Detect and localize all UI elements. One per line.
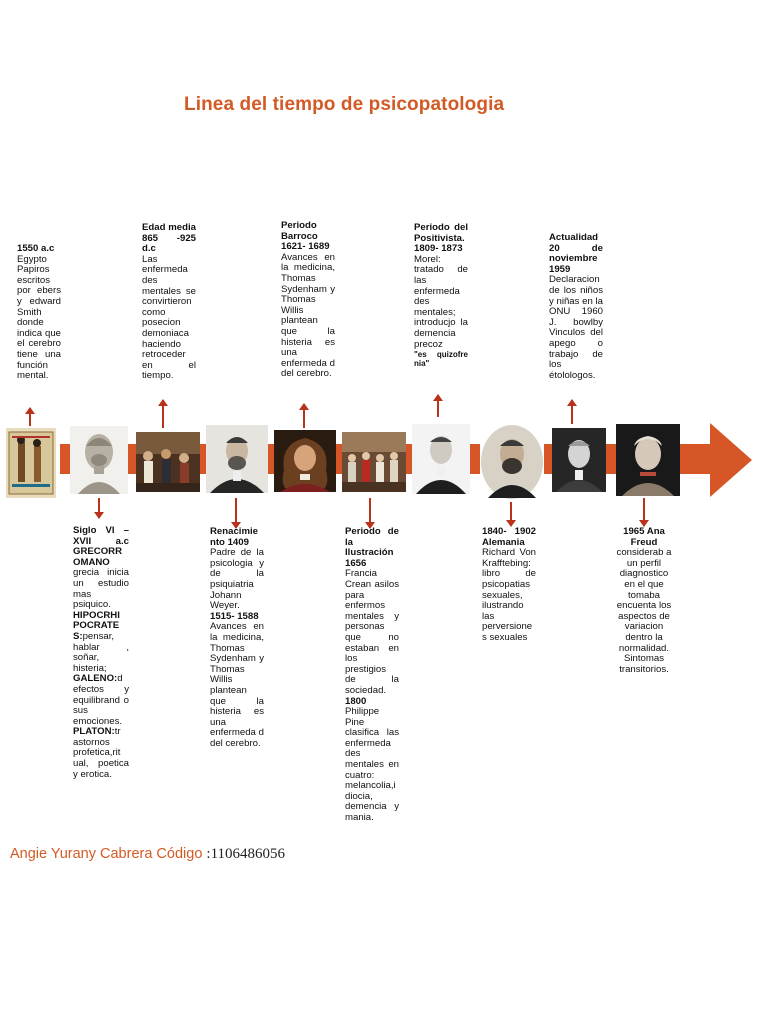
- author-code: :1106486056: [206, 846, 286, 862]
- event-heading-2: 1800: [345, 695, 367, 707]
- event-body: Egypto Papiros escritos por ebers y edward Smith donde indica que el cerebro tiene una función mental.: [17, 253, 61, 382]
- louis-pasteur-portrait-image: [206, 425, 268, 493]
- event-heading: Edad media 865 -925 d.c: [142, 222, 196, 255]
- page-title: Linea del tiempo de psicopatologia: [184, 94, 505, 115]
- bowlby-portrait-image: [552, 428, 606, 492]
- item-text: d efectos y equilibrand o sus emociones.: [73, 673, 129, 727]
- event-renacimiento: [210, 527, 264, 749]
- event-alemania: [482, 527, 536, 644]
- event-heading: 1965 Ana Freud: [623, 526, 665, 548]
- event-actualidad: [549, 233, 603, 381]
- item-text: pensar, hablar , soñar, histeria;: [73, 630, 129, 674]
- event-positivismo: [414, 223, 468, 368]
- arrow-up-medieval: [162, 400, 164, 428]
- arrow-down-freud: [643, 498, 645, 526]
- arrow-up-positivismo: [437, 395, 439, 417]
- event-heading: Periodo Barroco 1621- 1689: [281, 220, 330, 253]
- event-heading: Actualidad 20 de noviembre 1959: [549, 232, 603, 275]
- arrow-up-barroco: [303, 404, 305, 428]
- krafft-ebing-portrait-image: [480, 424, 544, 500]
- event-heading: Renacimie nto 1409: [210, 526, 258, 548]
- event-heading: 1840- 1902 Alemania: [482, 526, 536, 548]
- event-body: grecia inicia un estudio mas psiquico.: [73, 567, 129, 611]
- egyptian-papyrus-image: [6, 428, 56, 498]
- event-grecorromano: [73, 526, 129, 780]
- medieval-painting-image: [136, 432, 200, 492]
- event-heading: 1550 a.c: [17, 243, 55, 254]
- item-label: GALENO:: [73, 673, 118, 685]
- auguste-comte-portrait-image: [412, 424, 470, 494]
- event-note: "es quizofre nia": [414, 350, 468, 369]
- arrow-up-egypt: [29, 408, 31, 426]
- event-body: considerab a un perfil diagnostico en el que tomaba encuenta los aspectos de variacion dentro la normalidad. Sintomas transitorios.: [616, 547, 672, 675]
- author-footer: [10, 846, 285, 863]
- event-item-hipocrates: [73, 611, 129, 675]
- event-ilustracion: [345, 527, 399, 824]
- event-heading: Periodo de la Ilustración 1656: [345, 526, 399, 569]
- arrow-down-grecorromano: [98, 498, 100, 518]
- event-freud: [616, 527, 672, 675]
- event-heading-2: 1515- 1588: [210, 610, 259, 622]
- illustration-painting-image: [342, 432, 406, 492]
- anna-freud-portrait-image: [616, 424, 680, 496]
- event-body-2: Philippe Pine clasifica las enfermeda des mentales en cuatro: melancolia,i diocia, demencia y mania.: [345, 706, 399, 824]
- event-item-galeno: [73, 674, 129, 727]
- timeline-arrowhead: [710, 423, 752, 497]
- event-body: Francia Crean asilos para enfermos mentales y personas que no estaban en los prestigios de la sociedad.: [345, 568, 399, 696]
- event-heading: Siglo VI – XVII a.c GRECORR OMANO: [73, 525, 129, 568]
- event-body: Declaracion de los niños y niñas en la ONU 1960 J. bowlby Vinculos del apego o trabajo de los étolologos.: [549, 274, 603, 381]
- event-egypt: [17, 244, 61, 382]
- arrow-down-ilustracion: [369, 498, 371, 528]
- event-medieval: [142, 223, 196, 382]
- author-name: Angie Yurany Cabrera Código: [10, 846, 203, 862]
- event-body: Avances en la medicina, Thomas Sydenham y Thomas Willis plantean que la histeria es una enfermeda d del cerebro.: [281, 251, 335, 380]
- event-body: Richard Von Krafftebing: libro de psicopatias sexuales, ilustrando las perversione s sexuales: [482, 547, 536, 643]
- event-heading: Periodo del Positivista. 1809- 1873: [414, 222, 468, 255]
- event-item-platon: [73, 727, 129, 780]
- item-label: PLATON:: [73, 726, 115, 738]
- arrow-down-renacimiento: [235, 498, 237, 528]
- event-body: Morel: tratado de las enfermeda des mentales; introducjo la demencia precoz: [414, 253, 468, 350]
- event-barroco: [281, 221, 335, 380]
- arrow-down-alemania: [510, 502, 512, 526]
- arrow-up-actualidad: [571, 400, 573, 424]
- item-label: HIPOCRHI POCRATE S:: [73, 609, 120, 642]
- event-body: Las enfermeda des mentales se convirtieron como posecion demoniaca haciendo retroceder en el tiempo.: [142, 253, 196, 382]
- thomas-willis-portrait-image: [274, 430, 336, 492]
- item-text: tr astornos profetica,rit ual, poetica y erotica.: [73, 726, 129, 780]
- event-body-2: Avances en la medicina, Thomas Sydenham y Thomas Willis plantean que la histeria es una enfermeda d del cerebro.: [210, 621, 264, 749]
- hippocrates-bust-image: [70, 426, 128, 494]
- event-body: Padre de la psicologia y de la psiquiatria Johann Weyer.: [210, 547, 264, 612]
